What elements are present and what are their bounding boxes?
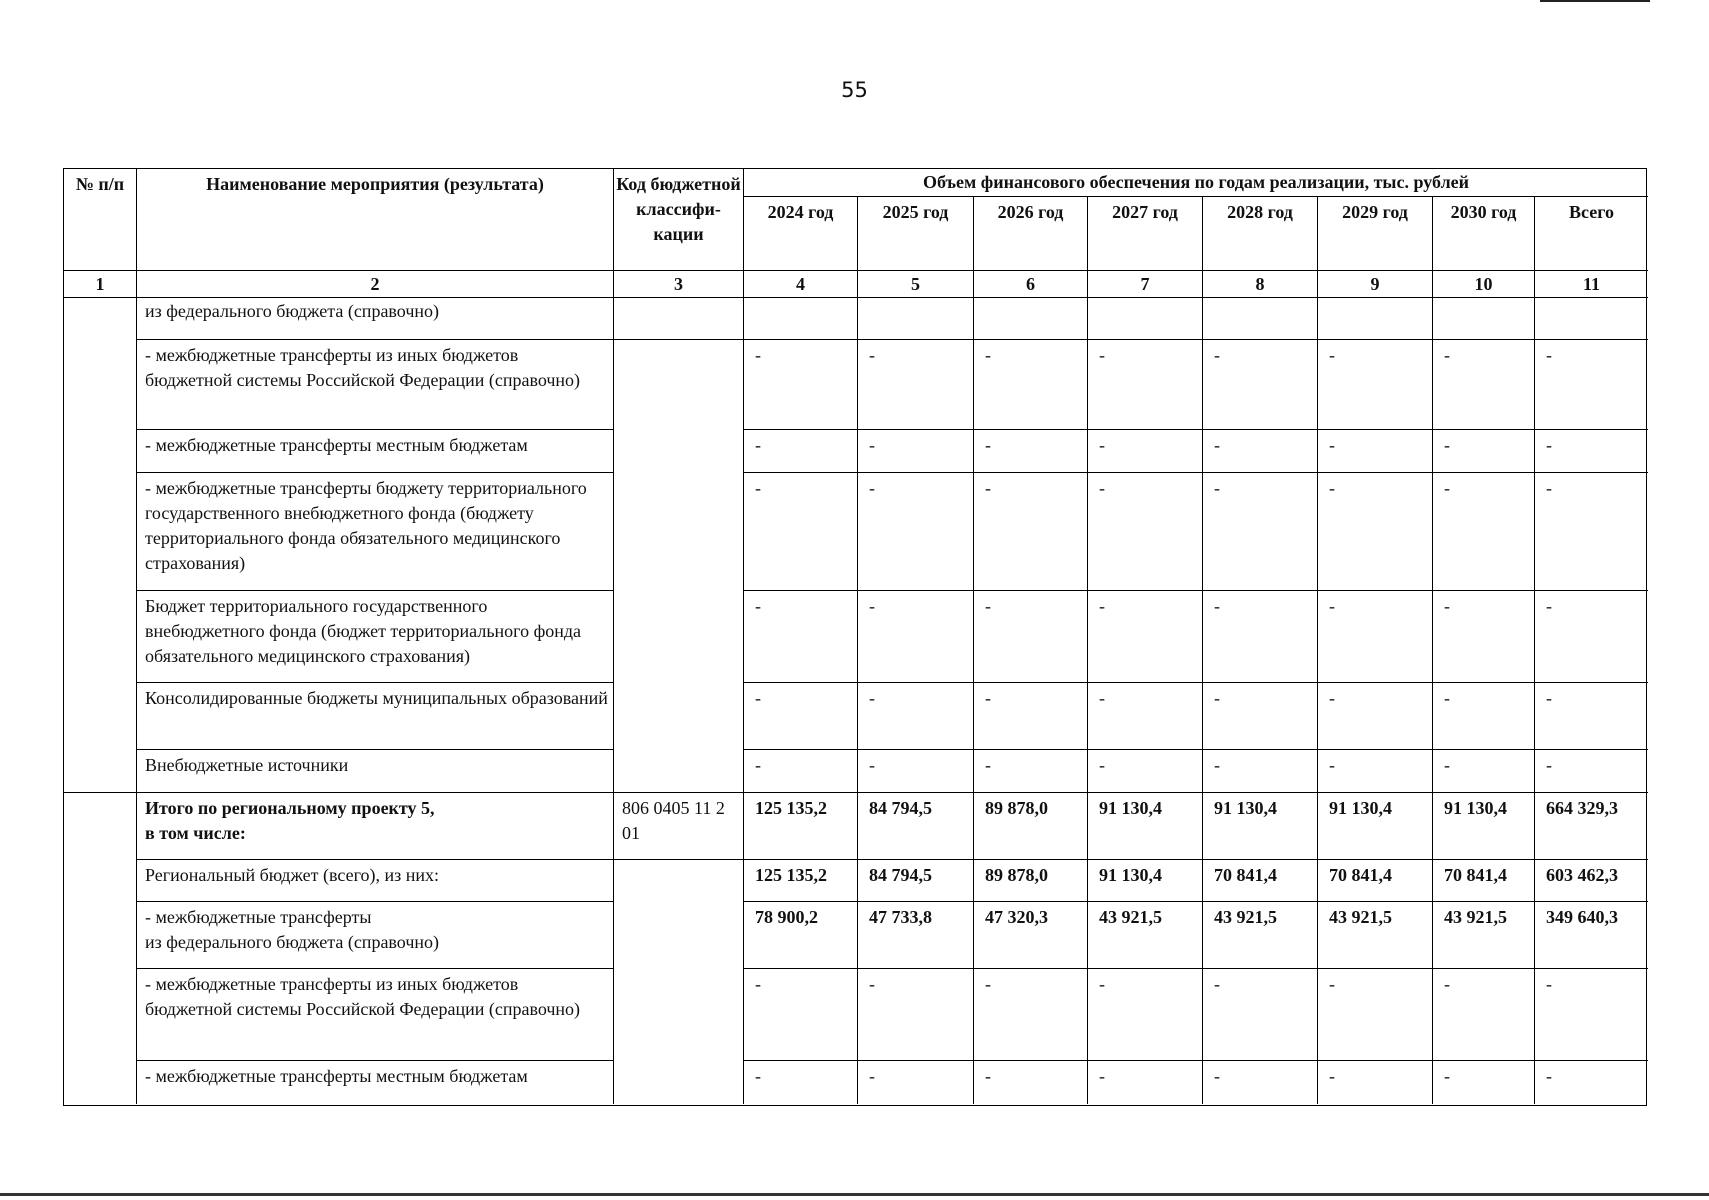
value-cell: - xyxy=(1088,340,1203,430)
value-cell: 43 921,5 xyxy=(1088,902,1203,969)
total-row-name xyxy=(137,793,614,860)
value-cell: - xyxy=(1535,473,1648,591)
value-cell: 78 900,2 xyxy=(744,902,858,969)
value-cell: - xyxy=(1546,1066,1552,1086)
value-cell: 47 733,8 xyxy=(858,902,974,969)
value-cell: - xyxy=(974,473,1088,591)
value-cell: - xyxy=(974,969,1088,1061)
row-name: - межбюджетные трансферты бюджету территориального государственного внебюджетного фонда (бюджету территориального фонда обязательного медицинского страхования) xyxy=(137,473,614,591)
row-name xyxy=(137,902,614,969)
value-cell: 84 794,5 xyxy=(858,793,974,860)
value-cell: 70 841,4 xyxy=(1318,860,1433,902)
value-cell: - xyxy=(1318,473,1433,591)
col-number: 6 xyxy=(974,271,1088,298)
total-row-name-line2: в том числе: xyxy=(145,823,246,843)
bottom-rule xyxy=(0,1193,1709,1196)
value-cell: - xyxy=(1203,969,1318,1061)
value-cell: - xyxy=(744,473,858,591)
col-number: 3 xyxy=(614,271,744,298)
value-cell: 664 329,3 xyxy=(1535,793,1648,860)
value-cell xyxy=(1433,298,1535,340)
value-cell: - xyxy=(858,430,974,473)
value-cell xyxy=(858,298,974,340)
value-cell: - xyxy=(974,1061,1088,1104)
value-cell: - xyxy=(1433,1061,1535,1104)
header-year-2025: 2025 год xyxy=(858,197,974,271)
value-cell: - xyxy=(858,969,974,1061)
header-num: № п/п xyxy=(64,169,137,271)
value-cell: - xyxy=(1535,430,1648,473)
row-name: Внебюджетные источники xyxy=(137,750,614,793)
value-cell: - xyxy=(744,340,858,430)
value-cell: 349 640,3 xyxy=(1535,902,1648,969)
value-cell: - xyxy=(1535,591,1648,683)
value-cell: 43 921,5 xyxy=(1318,902,1433,969)
value-cell: - xyxy=(744,683,858,750)
value-cell: 70 841,4 xyxy=(1203,860,1318,902)
value-cell: - xyxy=(974,750,1088,793)
value-cell: - xyxy=(974,430,1088,473)
value-cell: - xyxy=(1433,683,1535,750)
header-total: Всего xyxy=(1535,197,1648,271)
col-number: 4 xyxy=(744,271,858,298)
value-cell: - xyxy=(1203,683,1318,750)
col-number: 2 xyxy=(137,271,614,298)
row-name: - межбюджетные трансферты местным бюджетам xyxy=(137,1061,614,1104)
value-cell: - xyxy=(744,1061,858,1104)
code-cell xyxy=(614,860,744,1104)
value-cell: 43 921,5 xyxy=(1203,902,1318,969)
value-cell: - xyxy=(1318,969,1433,1061)
header-year-2024: 2024 год xyxy=(744,197,858,271)
value-cell: 91 130,4 xyxy=(1318,793,1433,860)
header-volume: Объем финансового обеспечения по годам реализации, тыс. рублей xyxy=(744,169,1648,197)
header-year-2027: 2027 год xyxy=(1088,197,1203,271)
value-cell: - xyxy=(1203,591,1318,683)
col-number: 8 xyxy=(1203,271,1318,298)
value-cell: - xyxy=(744,969,858,1061)
total-row-name-line1: Итого по региональному проекту 5, xyxy=(145,798,435,818)
header-year-2028: 2028 год xyxy=(1203,197,1318,271)
value-cell: - xyxy=(1088,591,1203,683)
row-name-line1: - межбюджетные трансферты xyxy=(145,907,372,927)
header-year-2030: 2030 год xyxy=(1433,197,1535,271)
value-cell: - xyxy=(1433,750,1535,793)
value-cell: - xyxy=(1088,969,1203,1061)
page-number: 55 xyxy=(841,78,868,102)
value-cell: - xyxy=(1088,473,1203,591)
value-cell: 47 320,3 xyxy=(974,902,1088,969)
value-cell: - xyxy=(1088,750,1203,793)
value-cell: 84 794,5 xyxy=(858,860,974,902)
value-cell xyxy=(1088,298,1203,340)
value-cell xyxy=(744,298,858,340)
value-cell: - xyxy=(1088,430,1203,473)
code-cell xyxy=(614,298,744,340)
value-cell: - xyxy=(1433,969,1535,1061)
value-cell xyxy=(1535,298,1648,340)
value-cell: - xyxy=(744,430,858,473)
value-cell: - xyxy=(858,473,974,591)
value-cell: - xyxy=(1203,1061,1318,1104)
value-cell xyxy=(1318,298,1433,340)
value-cell: - xyxy=(744,750,858,793)
value-cell: - xyxy=(1203,473,1318,591)
row-name: Региональный бюджет (всего), из них: xyxy=(137,860,614,902)
value-cell: - xyxy=(858,1061,974,1104)
value-cell: 603 462,3 xyxy=(1535,860,1648,902)
value-cell: 125 135,2 xyxy=(744,860,858,902)
row-name: - межбюджетные трансферты местным бюджетам xyxy=(137,430,614,473)
value-cell: - xyxy=(1535,683,1648,750)
row-name: - межбюджетные трансферты из иных бюджетов бюджетной системы Российской Федерации (справочно) xyxy=(137,969,614,1061)
row-name: Консолидированные бюджеты муниципальных образований xyxy=(137,683,614,750)
value-cell: - xyxy=(1203,340,1318,430)
header-code: Код бюджетной классифи-кации xyxy=(614,169,744,271)
value-cell: - xyxy=(1433,340,1535,430)
value-cell: - xyxy=(858,683,974,750)
col-number: 5 xyxy=(858,271,974,298)
value-cell: - xyxy=(858,340,974,430)
value-cell: - xyxy=(1318,683,1433,750)
col-number: 1 xyxy=(64,271,137,298)
row-name-line2: из федерального бюджета (справочно) xyxy=(145,932,440,952)
value-cell: - xyxy=(1203,430,1318,473)
value-cell: - xyxy=(1318,430,1433,473)
value-cell: - xyxy=(1318,1061,1433,1104)
value-cell: 91 130,4 xyxy=(1088,793,1203,860)
value-cell: - xyxy=(1318,340,1433,430)
header-year-2026: 2026 год xyxy=(974,197,1088,271)
header-year-2029: 2029 год xyxy=(1318,197,1433,271)
value-cell: - xyxy=(1433,473,1535,591)
value-cell: - xyxy=(1318,750,1433,793)
value-cell: - xyxy=(974,683,1088,750)
value-cell: - xyxy=(974,591,1088,683)
value-cell: - xyxy=(1535,969,1648,1061)
top-rule xyxy=(1540,0,1650,2)
value-cell: 43 921,5 xyxy=(1433,902,1535,969)
value-cell: 91 130,4 xyxy=(1433,793,1535,860)
value-cell: 91 130,4 xyxy=(1203,793,1318,860)
value-cell: - xyxy=(1433,430,1535,473)
row-name: из федерального бюджета (справочно) xyxy=(137,298,614,340)
col-number: 7 xyxy=(1088,271,1203,298)
value-cell xyxy=(974,298,1088,340)
header-name: Наименование мероприятия (результата) xyxy=(137,169,614,271)
row-number-cell xyxy=(64,793,137,1104)
col-number: 11 xyxy=(1535,271,1648,298)
row-number-cell xyxy=(64,298,137,793)
row-name: Бюджет территориального государственного внебюджетного фонда (бюджет территориального фонда обязательного медицинского страхования) xyxy=(137,591,614,683)
code-cell: 806 0405 11 2 01 xyxy=(614,793,744,860)
value-cell: - xyxy=(1535,750,1648,793)
value-cell: 89 878,0 xyxy=(974,793,1088,860)
value-cell: - xyxy=(1318,591,1433,683)
col-number: 9 xyxy=(1318,271,1433,298)
value-cell xyxy=(1203,298,1318,340)
value-cell: - xyxy=(974,340,1088,430)
value-cell: 125 135,2 xyxy=(744,793,858,860)
row-name: - межбюджетные трансферты из иных бюджетов бюджетной системы Российской Федерации (справочно) xyxy=(137,340,614,430)
value-cell: - xyxy=(1203,750,1318,793)
value-cell: - xyxy=(858,591,974,683)
value-cell: - xyxy=(1088,1061,1203,1104)
value-cell: - xyxy=(744,591,858,683)
value-cell: - xyxy=(1088,683,1203,750)
code-cell xyxy=(614,340,744,793)
value-cell: 91 130,4 xyxy=(1088,860,1203,902)
budget-table xyxy=(63,168,1647,1106)
value-cell: - xyxy=(1433,591,1535,683)
value-cell: - xyxy=(1535,340,1648,430)
value-cell: 70 841,4 xyxy=(1433,860,1535,902)
col-number: 10 xyxy=(1433,271,1535,298)
value-cell: - xyxy=(858,750,974,793)
value-cell: 89 878,0 xyxy=(974,860,1088,902)
